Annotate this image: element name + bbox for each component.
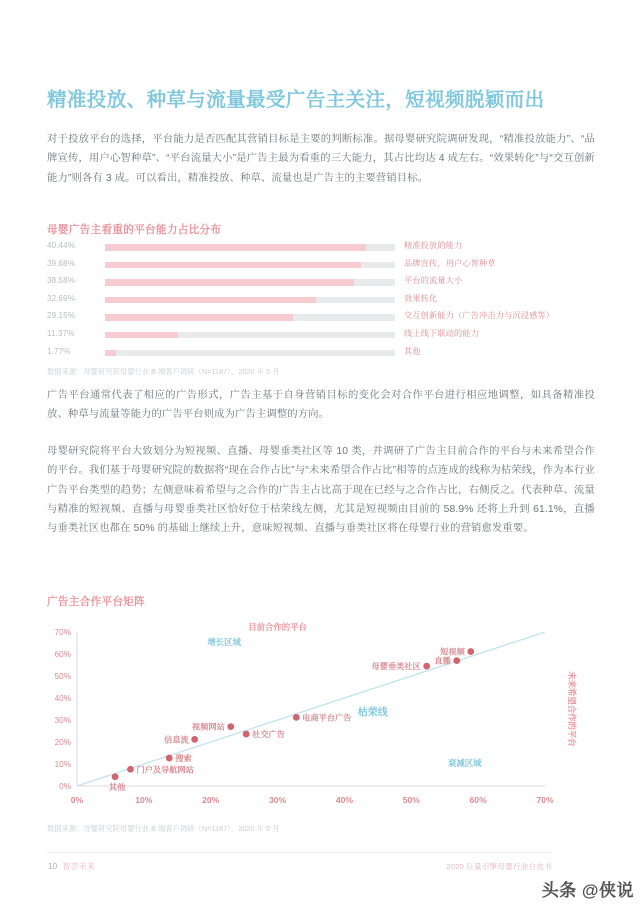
bar-row bbox=[47, 346, 599, 364]
bar-value-label: 39.68% bbox=[47, 258, 76, 268]
data-point bbox=[467, 648, 474, 655]
y-axis-tick: 20% bbox=[54, 738, 71, 747]
data-point-label: 电商平台广告 bbox=[302, 713, 352, 723]
data-point-label: 社交广告 bbox=[252, 730, 285, 740]
data-point bbox=[166, 755, 173, 762]
bar-fill bbox=[105, 332, 178, 339]
bar-value-label: 32.69% bbox=[47, 293, 76, 303]
scatter-chart-source: 数据来源：母婴研究院母婴行业 B 端客户调研（N=1187），2020 年 5 月 bbox=[47, 824, 280, 833]
bar-fill bbox=[105, 350, 116, 357]
bar-fill bbox=[105, 314, 293, 321]
bar-chart bbox=[47, 240, 599, 363]
y-axis-tick: 40% bbox=[54, 694, 71, 703]
bar-fill bbox=[105, 279, 354, 286]
paragraph-3: 母婴研究院将平台大致划分为短视频、直播、母婴垂类社区等 10 类，并调研了广告主目前合作的平台与未来希望合作的平台。我们基于母婴研究院的数据将“现在合作占比”与“未来希望合作占比”相等的点连成的线称为枯荣线，作为本行业广告平台类型的趋势；左侧意味着希望与之合作的广告主占比高于现在已经与之合作占比，右侧反之。代表种草、流量与精准的短视频、直播与母婴垂类社区恰好位于枯荣线左侧，尤其是短视频由目前的 58.9% 还将上升到 61.1%，直播与垂类社区也都在 50% 的基础上继续上升，意味短视频、直播与垂类社区将在母婴行业的营销愈发重要。 bbox=[47, 446, 595, 535]
bar-row bbox=[47, 275, 599, 293]
bar-category-label: 交互创新能力（广告冲击力与沉浸感等） bbox=[404, 311, 555, 321]
bar-track bbox=[105, 279, 395, 286]
bar-chart-source: 数据来源：母婴研究院母婴行业 B 端客户调研（N=1187），2020 年 5 月 bbox=[47, 367, 280, 376]
y-axis-tick: 0% bbox=[59, 782, 71, 791]
page-title: 精准投放、种草与流量最受广告主关注，短视频脱颖而出 bbox=[47, 89, 545, 111]
footer-divider bbox=[47, 852, 552, 853]
bar-row bbox=[47, 310, 599, 328]
bar-track bbox=[105, 314, 395, 321]
bar-track bbox=[105, 350, 395, 357]
scatter-chart-title: 广告主合作平台矩阵 bbox=[47, 596, 146, 608]
bar-value-label: 38.58% bbox=[47, 276, 76, 286]
bar-track bbox=[105, 332, 395, 339]
x-axis-tick: 0% bbox=[70, 795, 84, 805]
data-point bbox=[293, 714, 300, 721]
bar-fill bbox=[105, 262, 361, 269]
x-axis-tick: 20% bbox=[202, 795, 220, 805]
data-point bbox=[112, 773, 119, 780]
data-point bbox=[243, 731, 250, 738]
x-axis-tick: 50% bbox=[402, 795, 420, 805]
bar-row bbox=[47, 293, 599, 311]
bar-value-label: 11.37% bbox=[47, 328, 75, 338]
scatter-chart bbox=[47, 618, 599, 818]
x-axis-tick: 40% bbox=[335, 795, 354, 805]
y-axis-tick: 70% bbox=[54, 628, 71, 637]
bar-track bbox=[105, 244, 395, 251]
bar-category-label: 效果转化 bbox=[404, 293, 438, 303]
bar-category-label: 平台的流量大小 bbox=[404, 276, 463, 286]
footer-report-title: 2020 巨量引擎母婴行业白皮书 bbox=[446, 862, 552, 871]
data-point bbox=[453, 657, 460, 664]
page-number: 10 bbox=[48, 862, 58, 871]
bar-value-label: 1.77% bbox=[47, 346, 71, 356]
bar-category-label: 其他 bbox=[404, 346, 421, 356]
data-point-label: 视频网站 bbox=[192, 722, 225, 732]
y-axis-tick: 30% bbox=[54, 716, 71, 725]
paragraph-1: 对于投放平台的选择，平台能力是否匹配其营销目标是主要的判断标准。据母婴研究院调研发现，“精准投放能力”、“品牌宣传，用户心智种草”、“平台流量大小”是广告主最为看重的三大能力，其占比均达 4 成左右。“效果转化”与“交互创新能力”则各有 3 成。可以看出，精准投放、种草、流量也是广告主的主要营销目标。 bbox=[47, 134, 595, 184]
bar-category-label: 精准投放的能力 bbox=[404, 241, 463, 250]
paragraph-2: 广告平台通常代表了相应的广告形式，广告主基于自身营销目标的变化会对合作平台进行相应地调整，如具备精准投放、种草与流量等能力的广告平台则成为广告主调整的方向。 bbox=[47, 390, 595, 421]
data-point-label: 门户及导航网站 bbox=[136, 765, 194, 775]
footer-left bbox=[48, 861, 95, 872]
bar-fill bbox=[105, 297, 316, 304]
x-axis-tick: 30% bbox=[268, 795, 287, 805]
watermark: 头条 @侠说 bbox=[541, 881, 634, 900]
bar-category-label: 品牌宣传，用户心智种草 bbox=[404, 258, 496, 268]
region-label: 增长区域 bbox=[207, 637, 241, 648]
bar-track bbox=[105, 297, 395, 304]
y-axis-tick: 50% bbox=[54, 672, 71, 681]
bar-row bbox=[47, 240, 599, 258]
data-point bbox=[227, 723, 234, 730]
y-axis-title: 未来希望合作的平台 bbox=[567, 671, 577, 747]
bar-track bbox=[105, 262, 395, 269]
bar-value-label: 29.15% bbox=[47, 311, 76, 321]
bar-row bbox=[47, 328, 599, 346]
region-label: 衰减区域 bbox=[448, 758, 482, 769]
bar-row bbox=[47, 258, 599, 276]
data-point-label: 搜索 bbox=[175, 754, 192, 764]
bar-value-label: 40.44% bbox=[47, 241, 76, 250]
reference-line-label: 枯荣线 bbox=[357, 707, 388, 719]
data-point bbox=[423, 663, 430, 670]
data-point-label: 其他 bbox=[108, 782, 126, 792]
data-point-label: 母婴垂类社区 bbox=[371, 662, 421, 672]
y-axis-tick: 60% bbox=[54, 650, 71, 659]
bar-fill bbox=[105, 244, 366, 251]
scatter-plot-svg bbox=[47, 618, 599, 818]
x-axis-tick: 70% bbox=[536, 795, 554, 805]
data-point bbox=[191, 736, 198, 743]
data-point-label: 直播 bbox=[434, 656, 451, 666]
bar-category-label: 线上线下联动的能力 bbox=[404, 328, 480, 338]
data-point-label: 信息流 bbox=[164, 735, 189, 745]
data-point-label: 短视频 bbox=[440, 647, 465, 657]
y-axis-tick: 10% bbox=[54, 760, 71, 769]
bar-chart-title: 母婴广告主看重的平台能力占比分布 bbox=[47, 224, 222, 236]
x-axis-tick: 60% bbox=[469, 795, 487, 805]
data-point bbox=[127, 766, 134, 773]
footer-brand: 智荟未来 bbox=[62, 862, 96, 871]
x-axis-tick: 10% bbox=[135, 795, 153, 805]
x-axis-title: 目前合作的平台 bbox=[248, 622, 307, 632]
